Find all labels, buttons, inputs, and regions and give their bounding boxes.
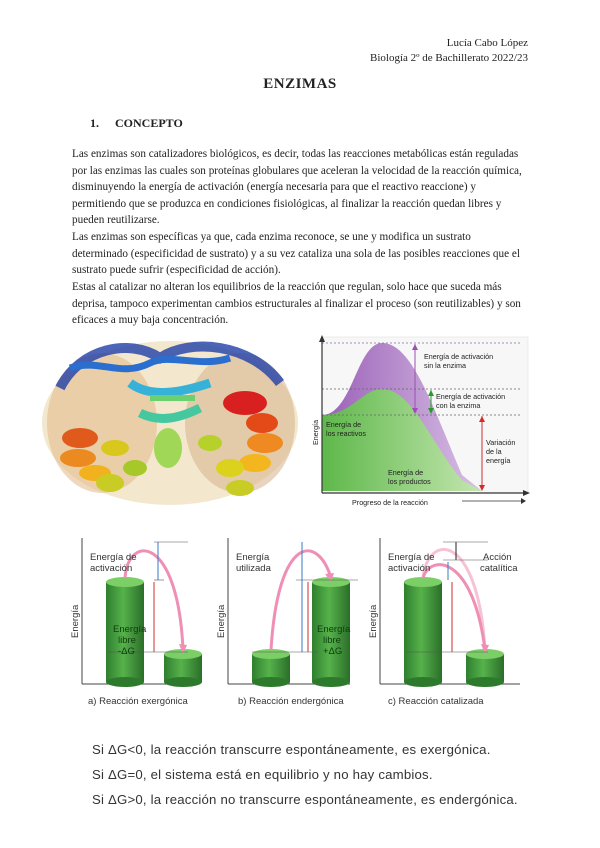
energy-axis-label-b: Energía — [216, 604, 227, 638]
energy-axis-label: Energía — [70, 604, 81, 638]
extra-label-c: Acción catalítica — [480, 552, 518, 574]
activation-energy-chart — [312, 335, 532, 510]
top-label-b: Energía utilizada — [236, 552, 271, 574]
section-number: 1. — [90, 116, 99, 130]
paragraph-specificity: Las enzimas son específicas ya que, cada enzima reconoce, se une y modifica un sustrato determinado (especificidad de sustrato) y a su vez cataliza una sola de las posibles reacciones que el sustrato puede sufrir (especificidad de acción). — [72, 231, 520, 277]
panel-endergonic — [216, 538, 358, 707]
enzyme-protein-structure-image — [40, 328, 302, 508]
panel-exergonic — [70, 538, 202, 707]
inner-label-a: Energía libre -ΔG — [113, 624, 147, 657]
x-axis-label: Progreso de la reacción — [352, 498, 428, 507]
label-variation: Variación de la energía — [486, 438, 516, 465]
page-title: ENZIMAS — [263, 76, 337, 92]
top-label-a: Energía de activación — [90, 552, 137, 574]
caption-b: b) Reacción endergónica — [238, 696, 344, 707]
reaction-cylinder-diagrams — [68, 538, 528, 714]
author-name: Lucía Cabo López — [446, 37, 528, 49]
inner-label-b: Energía libre +ΔG — [317, 624, 351, 657]
top-label-c: Energía de activación — [388, 552, 435, 574]
paragraph-properties: Estas al catalizar no alteran los equilibrios de la reacción que regulan, solo hace que suceda más deprisa, tampoco experimentan cambios estructurales al finalizar el proceso (son reutilizables) y son eficaces a muy baja concentración. — [72, 281, 521, 327]
paragraph-definition: Las enzimas son catalizadores biológicos, es decir, todas las reacciones metabólicas están reguladas por las enzimas las cuales son proteínas globulares que aceleran la velocidad de la reacción química, disminuyendo la energía de activación (energía necesaria para que el reactivo reaccione) y permitiendo que se produzca en condiciones fisiológicas, al finalizar la reacción quedan libres y pueden reutilizarse. — [72, 148, 522, 227]
section-heading — [90, 116, 183, 131]
rule-exergonic: Si ΔG<0, la reacción transcurre espontáneamente, es exergónica. — [92, 742, 491, 757]
rule-endergonic: Si ΔG>0, la reacción no transcurre espontáneamente, es endergónica. — [92, 792, 518, 807]
y-axis-label: Energía — [311, 419, 320, 445]
section-name: CONCEPTO — [115, 116, 183, 130]
label-products: Energía de los productos — [388, 468, 431, 486]
panel-catalyzed — [368, 538, 520, 707]
course-info: Biología 2º de Bachillerato 2022/23 — [370, 52, 528, 64]
caption-c: c) Reacción catalizada — [388, 696, 484, 707]
rule-equilibrium: Si ΔG=0, el sistema está en equilibrio y no hay cambios. — [92, 767, 433, 782]
label-reactants: Energía de los reactivos — [326, 420, 366, 438]
energy-axis-label-c: Energía — [368, 604, 379, 638]
caption-a: a) Reacción exergónica — [88, 696, 188, 707]
label-activation-with: Energía de activación con la enzima — [436, 392, 506, 410]
document-header — [370, 36, 528, 66]
label-activation-without: Energía de activación sin la enzima — [424, 352, 494, 370]
